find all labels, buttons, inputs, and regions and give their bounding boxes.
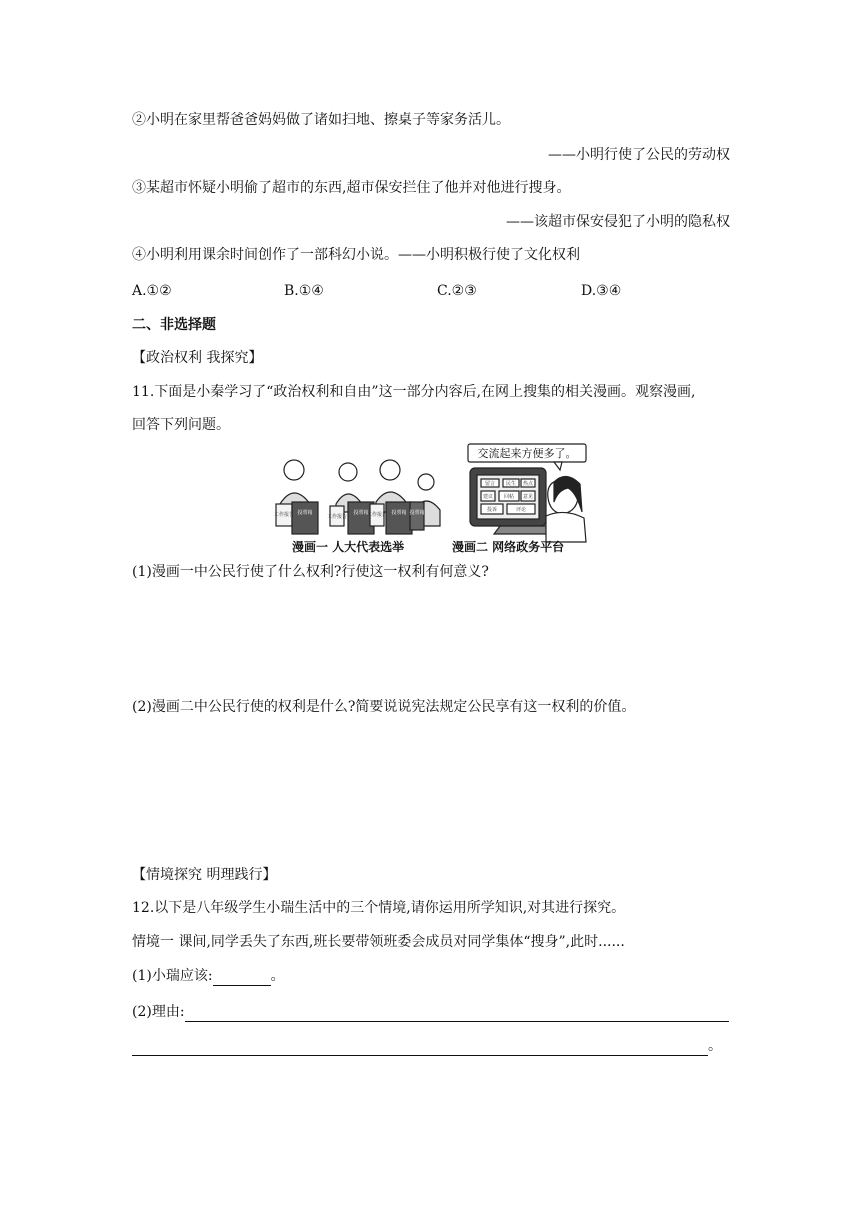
q12-part2 (132, 1002, 729, 1022)
answer-blank-2b[interactable] (132, 1039, 708, 1056)
ballot-box-label-3: 投票箱 (391, 510, 407, 516)
caption-cartoon-1: 漫画一 人大代表选举 (292, 540, 405, 554)
tag-political-rights: 【政治权利 我探究】 (132, 350, 263, 366)
q12-part1-end: 。 (270, 968, 285, 984)
q12-part1 (132, 966, 285, 986)
ballot-box-label-4: 投票箱 (409, 510, 425, 516)
q11-stem-line2: 回答下列问题。 (132, 417, 230, 433)
answer-blank-2a[interactable] (185, 1005, 729, 1022)
item-3: ③某超市怀疑小明偷了超市的东西,超市保安拦住了他并对他进行搜身。 (132, 180, 571, 196)
caption-cartoon-2: 漫画二 网络政务平台 (452, 540, 565, 554)
screen-label-4: 回帖 (503, 494, 515, 500)
q11-part1: (1)漫画一中公民行使了什么权利?行使这一权利有何意义? (132, 564, 489, 580)
report-paper-label-2: 工作报告 (326, 514, 348, 520)
option-d[interactable]: D.③④ (581, 283, 622, 299)
item-3-note: ——该超市保安侵犯了小明的隐私权 (506, 214, 730, 230)
option-a[interactable]: A.①② (132, 283, 172, 299)
option-c[interactable]: C.②③ (437, 283, 477, 299)
q12-part2-line2 (132, 1036, 722, 1056)
q11-part2: (2)漫画二中公民行使的权利是什么?简要说说宪法规定公民享有这一权利的价值。 (132, 699, 636, 715)
item-2-note: ——小明行使了公民的劳动权 (548, 147, 730, 163)
q11-stem-line1: 11.下面是小秦学习了“政治权利和自由”这一部分内容后,在网上搜集的相关漫画。观察漫画, (132, 384, 696, 400)
report-paper-label-1: 工作报告 (273, 512, 295, 518)
ballot-box-label-2: 投票箱 (353, 510, 369, 516)
item-4: ④小明利用课余时间创作了一部科幻小说。——小明积极行使了文化权利 (132, 247, 580, 263)
screen-label-5: 热点 (522, 481, 534, 487)
screen-label-6: 意见 (522, 494, 534, 500)
screen-label-1: 留言 (484, 481, 496, 487)
q12-stem: 12.以下是八年级学生小瑞生活中的三个情境,请你运用所学知识,对其进行探究。 (132, 900, 626, 916)
speech-bubble-text: 交流起来方便多了。 (477, 447, 577, 460)
option-b[interactable]: B.①④ (284, 283, 324, 299)
item-2: ②小明在家里帮爸爸妈妈做了诸如扫地、擦桌子等家务活儿。 (132, 112, 510, 128)
tag-scenario: 【情境探究 明理践行】 (132, 867, 277, 883)
screen-label-2: 民生 (505, 481, 517, 487)
q12-part1-label: (1)小瑞应该: (132, 968, 213, 984)
scenario-1: 情境一 课间,同学丢失了东西,班长要带领班委会成员对同学集体“搜身”,此时...... (132, 934, 625, 950)
ballot-box-label-1: 投票箱 (297, 510, 313, 516)
q12-part2-end: 。 (708, 1038, 722, 1054)
section-title: 二、非选择题 (132, 317, 216, 333)
answer-blank-1[interactable] (213, 969, 271, 986)
q12-part2-label: (2)理由: (132, 1004, 185, 1020)
screen-label-7: 投诉 (486, 507, 498, 513)
screen-label-3: 建议 (482, 494, 494, 500)
screen-label-8: 评论 (515, 507, 527, 513)
report-paper-label-3: 工作报告 (366, 512, 388, 518)
